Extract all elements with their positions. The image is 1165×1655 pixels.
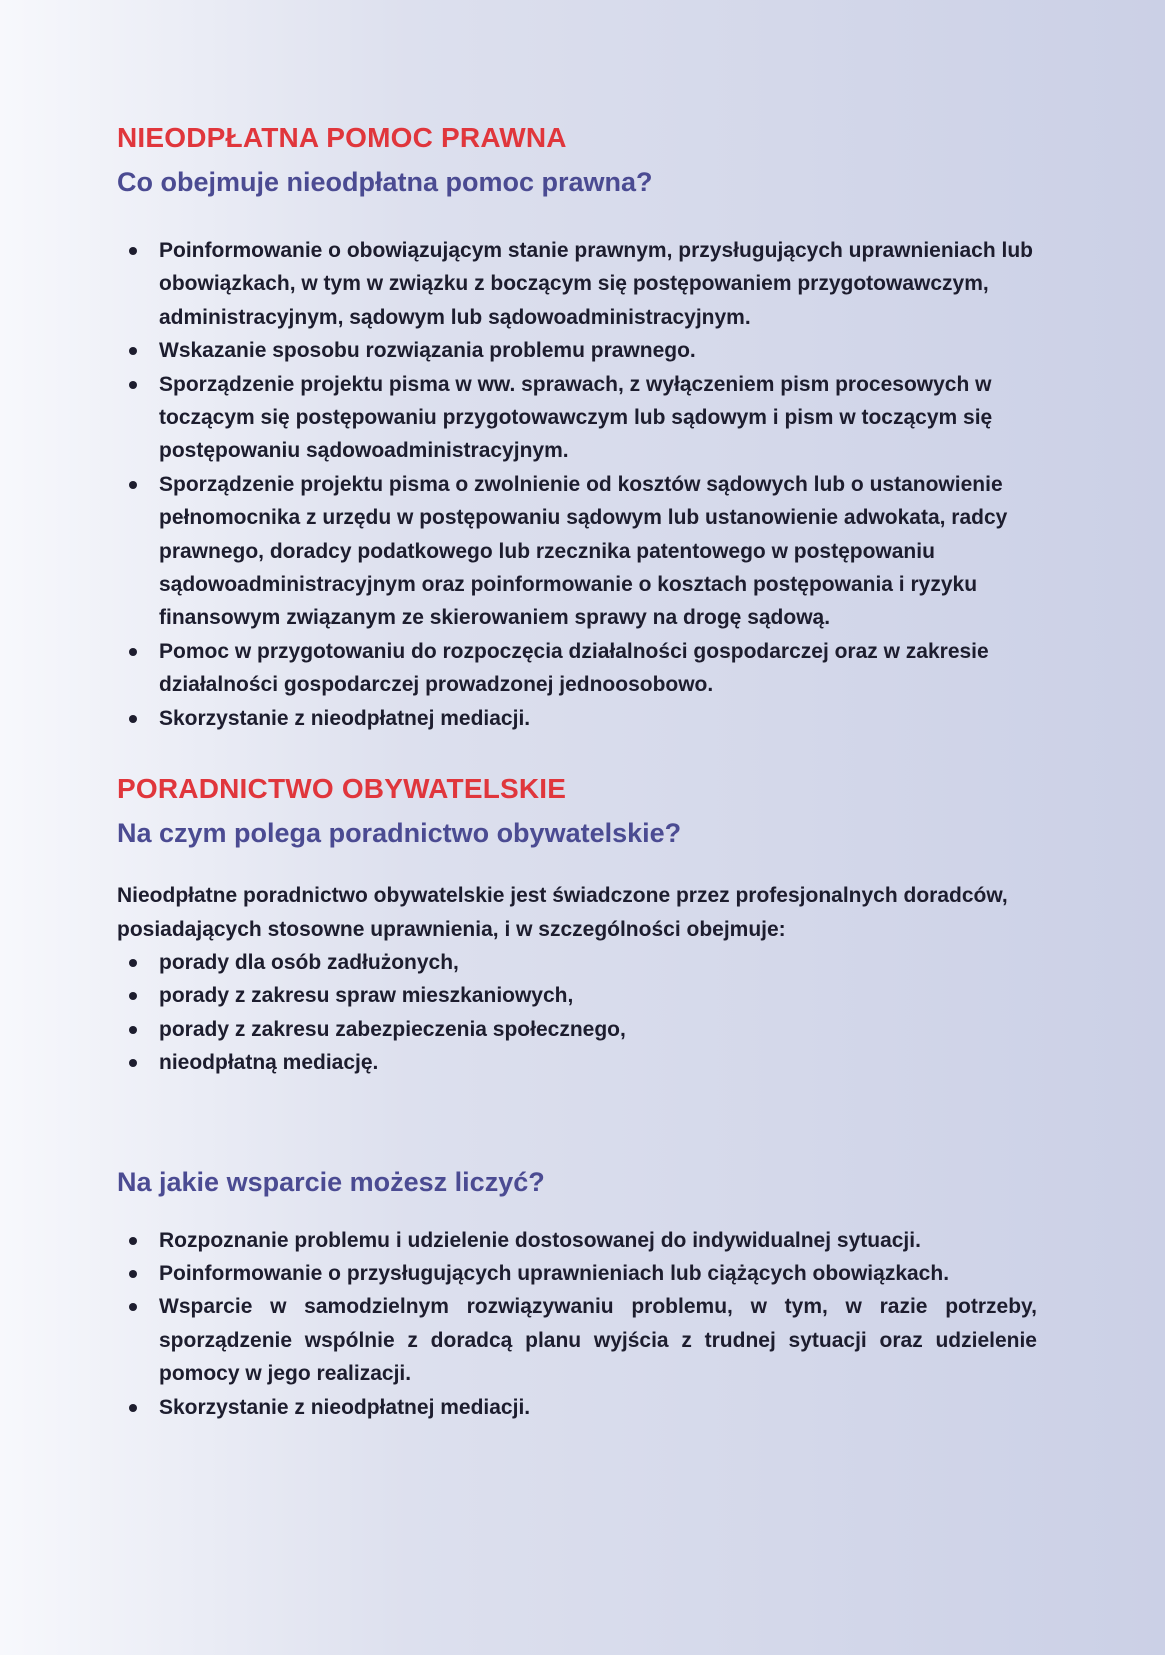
bullet-icon <box>129 1270 137 1278</box>
bullet-icon <box>129 1237 137 1245</box>
section-title-civic-advice: PORADNICTWO OBYWATELSKIE <box>117 773 567 805</box>
bullet-icon <box>129 1026 137 1034</box>
legal-aid-list <box>117 234 1037 735</box>
list-item <box>117 979 1037 1012</box>
civic-advice-list <box>117 946 1037 1080</box>
list-item-text: Wskazanie sposobu rozwiązania problemu prawnego. <box>159 339 696 363</box>
list-item <box>117 946 1037 979</box>
question-legal-aid-scope: Co obejmuje nieodpłatna pomoc prawna? <box>117 167 653 197</box>
bullet-icon <box>129 1059 137 1067</box>
bullet-icon <box>129 959 137 967</box>
list-item-text: Sporządzenie projektu pisma w ww. sprawach, z wyłączeniem pism procesowych w toczącym się postępowaniu przygotowawczym lub sądowym i pism w toczącym się postępowaniu sądowoadministracyjnym. <box>159 372 993 463</box>
list-item-text: Sporządzenie projektu pisma o zwolnienie od kosztów sądowych lub o ustanowienie pełnomocnika z urzędu w postępowaniu sądowym lub ustanowienie adwokata, radcy prawnego, doradcy podatkowego lub rzecznika patentowego w postępowaniu sądowoadministracyjnym oraz poinformowanie o kosztach postępowania i ryzyku finansowym związanym ze skierowaniem sprawy na drogę sądową. <box>159 472 1008 630</box>
civic-advice-intro: Nieodpłatne poradnictwo obywatelskie jest świadczone przez profesjonalnych doradców, posiadających stosowne uprawnienia, i w szczególności obejmuje: <box>117 884 1008 941</box>
list-item <box>117 334 1037 367</box>
list-item-text: Rozpoznanie problemu i udzielenie dostosowanej do indywidualnej sytuacji. <box>159 1228 921 1252</box>
list-item-text: Poinformowanie o obowiązującym stanie prawnym, przysługujących uprawnieniach lub obowiązkach, w tym w związku z boczącym się postępowaniem przygotowawczym, administracyjnym, sądowym lub sądowoadministracyjnym. <box>159 239 1034 329</box>
question-support: Na jakie wsparcie możesz liczyć? <box>117 1166 545 1197</box>
list-item <box>117 1391 1037 1424</box>
list-item <box>117 368 1037 468</box>
list-item-text: porady dla osób zadłużonych, <box>159 950 459 974</box>
bullet-icon <box>129 347 137 355</box>
list-item <box>117 1046 1037 1079</box>
list-item-text: porady z zakresu zabezpieczenia społecznego, <box>159 1017 626 1041</box>
page-content <box>117 118 1037 1424</box>
bullet-icon <box>129 715 137 723</box>
question-civic-advice: Na czym polega poradnictwo obywatelskie? <box>117 818 682 849</box>
bullet-icon <box>129 247 137 255</box>
list-item-text: Skorzystanie z nieodpłatnej mediacji. <box>159 706 531 730</box>
list-item <box>117 635 1037 702</box>
list-item <box>117 468 1037 635</box>
list-item <box>117 1257 1037 1290</box>
support-list <box>117 1224 1037 1424</box>
bullet-icon <box>129 992 137 1000</box>
list-item <box>117 1290 1037 1390</box>
list-item <box>117 1224 1037 1257</box>
bullet-icon <box>129 648 137 656</box>
list-item-text: Wsparcie w samodzielnym rozwiązywaniu problemu, w tym, w razie potrzeby, sporządzenie wspólnie z doradcą planu wyjścia z trudnej sytuacji oraz udzielenie pomocy w jego realizacji. <box>159 1295 1037 1386</box>
list-item-text: Skorzystanie z nieodpłatnej mediacji. <box>159 1395 531 1419</box>
list-item <box>117 702 1037 735</box>
list-item <box>117 1013 1037 1046</box>
bullet-icon <box>129 481 137 489</box>
bullet-icon <box>129 1303 137 1311</box>
list-item-text: porady z zakresu spraw mieszkaniowych, <box>159 984 574 1008</box>
list-item-text: Pomoc w przygotowaniu do rozpoczęcia działalności gospodarczej oraz w zakresie działalności gospodarczej prowadzonej jednoosobowo. <box>159 639 989 697</box>
list-item <box>117 234 1037 334</box>
bullet-icon <box>129 1404 137 1412</box>
list-item-text: Poinformowanie o przysługujących uprawnieniach lub ciążących obowiązkach. <box>159 1261 950 1285</box>
section-title-legal-aid: NIEODPŁATNA POMOC PRAWNA <box>117 122 567 153</box>
list-item-text: nieodpłatną mediację. <box>159 1051 379 1075</box>
bullet-icon <box>129 381 137 389</box>
